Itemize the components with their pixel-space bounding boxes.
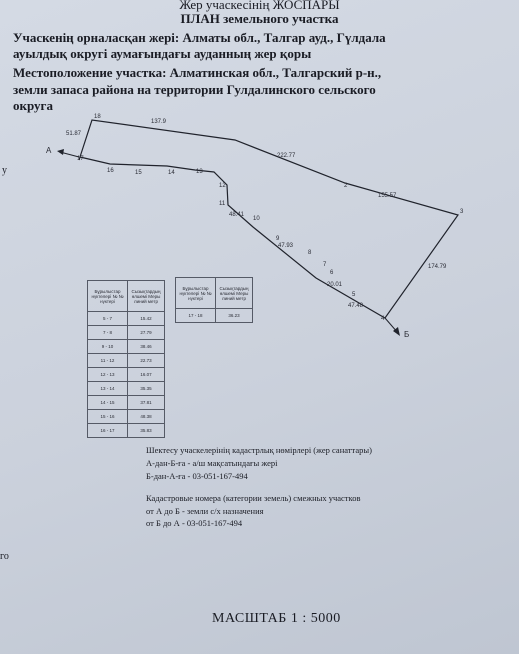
segment-length: 174.79 [428,264,447,270]
scale-label: МАСШТАБ 1 : 5000 [212,611,341,626]
edge-text-top: у [2,165,7,176]
table-cell: 35.83 [128,424,165,438]
segment-length: 137.9 [151,119,167,125]
point-label: 3 [460,209,464,215]
segment-length: 48.41 [229,212,245,218]
table-cell: 15 - 16 [88,410,128,424]
table-cell: 16 - 17 [88,424,128,438]
table-header: Бұрылыстар нүктелері № № нүктері [176,278,216,309]
segment-length: 222.77 [277,153,296,159]
table-cell: 9 - 10 [88,340,128,354]
table-row [88,396,165,410]
segment-length: 51.87 [66,131,82,137]
title-kz: Жер учаскесінің ЖОСПАРЫ [179,0,340,12]
legend-kz-ba: Б-дан-А-ға - 03-051-167-494 [146,471,248,481]
table-row [88,340,165,354]
table-header: Сызықтардың өлшемі Меры линий метр [128,281,165,312]
table-cell: 37.81 [128,396,165,410]
point-label: 16 [107,168,114,174]
table-cell: 35.35 [128,382,165,396]
table-row [88,368,165,382]
location-ru-line3: округа [13,98,53,113]
segment-length: 47.48 [348,303,364,309]
table-cell: 15.42 [128,312,165,326]
location-ru-line1: Местоположение участка: Алматинская обл., Талгарский р-н., [13,65,382,80]
table-header: Сызықтардың өлшемі Меры линий метр [216,278,253,309]
table-row [88,410,165,424]
point-label: 4 [381,316,385,322]
segment-length: 155.57 [378,193,397,199]
point-label: 2 [344,183,348,189]
legend-kz-title: Шектесу учаскелерінің кадастрлық нөмірлері (жер санаттары) [146,445,372,455]
point-label: 14 [168,170,175,176]
point-label: 8 [308,250,312,256]
marker-b: Б [404,330,410,339]
table-cell: 13 - 14 [88,382,128,396]
segment-length: 47.93 [278,243,294,249]
point-label: 18 [94,114,101,120]
point-label: 13 [196,169,203,175]
table-header: Бұрылыстар нүктелері № № нүктері [88,281,128,312]
point-label: 9 [276,236,280,242]
point-label: 7 [323,262,327,268]
lines-table-left [87,280,165,438]
table-cell: 36.23 [216,309,253,323]
location-kz-line2: ауылдық округі аумағындағы ауданның жер қоры [13,46,312,61]
table-cell: 16.07 [128,368,165,382]
marker-a: A [46,146,52,155]
table-row [176,309,253,323]
table-row [88,312,165,326]
table-cell: 12 - 13 [88,368,128,382]
legend-kz-ab: А-дан-Б-ға - а/ш мақсатындағы жері [146,458,278,468]
title-ru: ПЛАН земельного участка [180,11,339,26]
marker-a-arrowhead [57,149,64,155]
table-row [88,382,165,396]
table-cell: 5 - 7 [88,312,128,326]
table-cell: 38.46 [128,340,165,354]
point-label: 10 [253,216,260,222]
point-label: 5 [352,292,356,298]
legend-ru-title: Кадастровые номера (категории земель) смежных участков [146,493,361,503]
table-row [88,354,165,368]
location-kz-line1: Учаскенің орналасқан жері: Алматы обл., Талгар ауд., Гүлдала [13,30,386,45]
table-cell: 17 - 18 [176,309,216,323]
table-cell: 27.79 [128,326,165,340]
location-ru-line2: земли запаса района на территории Гулдалинского сельского [13,82,376,97]
segment-length: 20.01 [327,282,343,288]
table-header-row [88,281,165,312]
table-cell: 48.38 [128,410,165,424]
lines-table-right [175,277,253,323]
point-label: 17 [77,156,84,162]
table-header-row [176,278,253,309]
table-cell: 14 - 15 [88,396,128,410]
edge-text-bottom: го [0,551,9,562]
table-row [88,424,165,438]
table-cell: 22.73 [128,354,165,368]
point-label: 11 [219,201,226,207]
table-row [88,326,165,340]
point-label: 15 [135,170,142,176]
point-label: 6 [330,270,334,276]
legend-ru-ba: от Б до А - 03-051-167-494 [146,518,243,528]
point-label: 12 [219,183,226,189]
table-cell: 11 - 12 [88,354,128,368]
table-cell: 7 - 8 [88,326,128,340]
legend-ru-ab: от А до Б - земли с/х назначения [146,506,264,516]
